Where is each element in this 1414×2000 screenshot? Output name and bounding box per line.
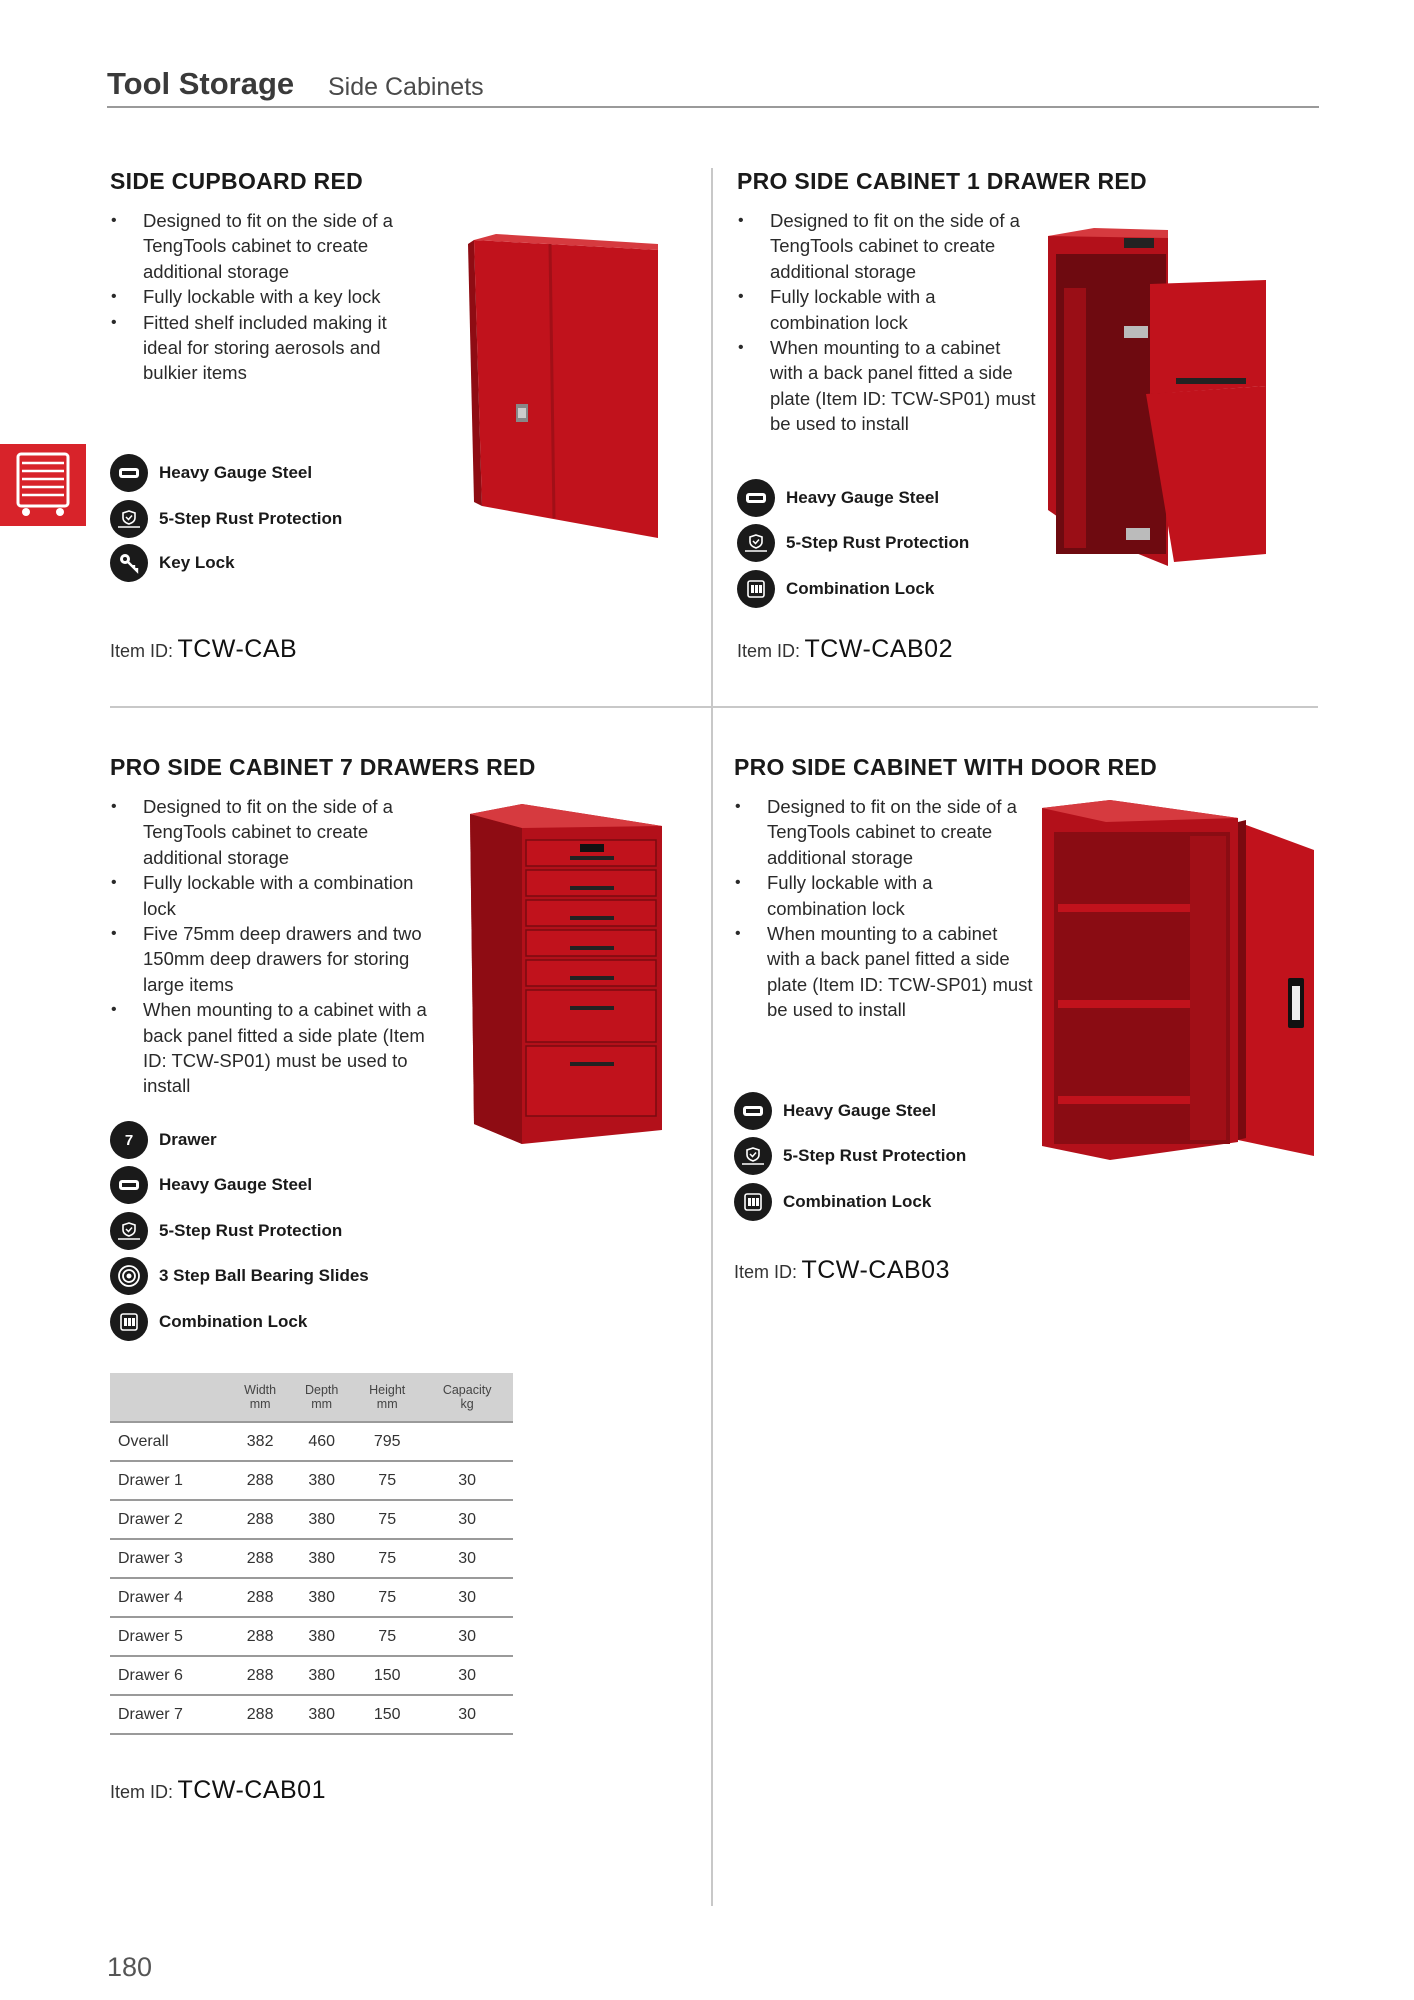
bullet-item: • Fitted shelf included making it ideal for storing aerosols and bulkier items — [110, 310, 430, 386]
product-title: PRO SIDE CABINET WITH DOOR RED — [734, 754, 1158, 780]
page-subtitle: Side Cabinets — [328, 73, 484, 101]
row-label: Overall — [110, 1422, 230, 1461]
steel-icon — [734, 1092, 772, 1130]
table-row — [110, 1656, 513, 1695]
cell-height: 75 — [353, 1539, 421, 1578]
item-id-value: TCW-CAB02 — [804, 635, 953, 663]
rust-protection-icon — [110, 500, 148, 538]
bullet-item: • Designed to fit on the side of a TengTools cabinet to create additional storage — [110, 208, 430, 284]
item-id-value: TCW-CAB — [177, 635, 298, 663]
cell-width: 288 — [230, 1695, 290, 1734]
header-blank — [110, 1373, 230, 1422]
item-id-label: Item ID: — [737, 641, 801, 661]
bullet-item: • Designed to fit on the side of a TengTools cabinet to create additional storage — [734, 794, 1034, 870]
bullet-item: • Designed to fit on the side of a TengTools cabinet to create additional storage — [737, 208, 1037, 284]
cell-height: 75 — [353, 1578, 421, 1617]
feature-combination-lock — [734, 1183, 1054, 1223]
cell-depth: 380 — [290, 1695, 353, 1734]
key-icon — [110, 544, 148, 582]
bullet-item: • Fully lockable with a key lock — [110, 284, 430, 309]
feature-rust — [737, 524, 1057, 564]
feature-ball-bearing — [110, 1257, 430, 1297]
header-line: Height — [369, 1383, 406, 1397]
feature-label: Heavy Gauge Steel — [159, 463, 313, 482]
product-title: SIDE CUPBOARD RED — [110, 168, 364, 194]
feature-rust — [734, 1137, 1054, 1177]
page-title: Tool Storage — [107, 66, 295, 101]
rust-protection-icon — [734, 1137, 772, 1175]
bullet-item: • Designed to fit on the side of a TengTools cabinet to create additional storage — [110, 794, 440, 870]
rust-protection-icon — [110, 1212, 148, 1250]
feature-steel — [737, 479, 1057, 519]
pro-side-cabinet-7-drawers-image — [470, 804, 666, 1148]
cell-capacity: 30 — [421, 1695, 513, 1734]
feature-bullets — [110, 794, 440, 1099]
page-header — [107, 64, 1319, 108]
item-id-label: Item ID: — [110, 641, 174, 661]
feature-label: Heavy Gauge Steel — [786, 488, 940, 507]
row-label: Drawer 4 — [110, 1578, 230, 1617]
side-cupboard-image — [462, 232, 662, 546]
item-id — [734, 1256, 950, 1285]
cell-width: 288 — [230, 1617, 290, 1656]
tool-cabinet-icon — [16, 452, 70, 518]
cell-height: 150 — [353, 1656, 421, 1695]
cell-width: 382 — [230, 1422, 290, 1461]
combination-lock-icon — [110, 1303, 148, 1341]
item-id-value: TCW-CAB03 — [801, 1256, 950, 1284]
header-capacity — [421, 1373, 513, 1422]
cell-capacity: 30 — [421, 1461, 513, 1500]
feature-label: 5-Step Rust Protection — [783, 1146, 967, 1165]
feature-rust — [110, 500, 430, 540]
feature-label: Drawer — [159, 1130, 217, 1149]
feature-label: Key Lock — [159, 553, 235, 572]
dimensions-table — [110, 1373, 513, 1735]
row-label: Drawer 5 — [110, 1617, 230, 1656]
bullet-item: • When mounting to a cabinet with a back panel fitted a side plate (Item ID: TCW-SP01) must be used to install — [734, 921, 1034, 1023]
steel-icon — [737, 479, 775, 517]
feature-label: 3 Step Ball Bearing Slides — [159, 1266, 369, 1285]
rust-protection-icon — [737, 524, 775, 562]
product-pro-side-cabinet-7-drawers — [110, 754, 536, 1099]
row-label: Drawer 6 — [110, 1656, 230, 1695]
feature-steel — [110, 1166, 430, 1206]
feature-combination-lock — [110, 1303, 430, 1343]
column-divider — [711, 168, 713, 1906]
page-number: 180 — [107, 1952, 153, 1982]
row-label: Drawer 7 — [110, 1695, 230, 1734]
table-row — [110, 1695, 513, 1734]
table-row — [110, 1539, 513, 1578]
feature-label: Combination Lock — [786, 579, 935, 598]
cell-height: 75 — [353, 1500, 421, 1539]
bullet-item: • When mounting to a cabinet with a back panel fitted a side plate (Item ID: TCW-SP01) must be used to install — [110, 997, 440, 1099]
feature-label: Heavy Gauge Steel — [783, 1101, 937, 1120]
cell-depth: 380 — [290, 1656, 353, 1695]
feature-bullets — [734, 794, 1034, 1023]
cell-depth: 380 — [290, 1539, 353, 1578]
feature-label: 5-Step Rust Protection — [159, 1221, 343, 1240]
bullet-item: • When mounting to a cabinet with a back panel fitted a side plate (Item ID: TCW-SP01) must be used to install — [737, 335, 1037, 437]
feature-label: Combination Lock — [159, 1312, 308, 1331]
cell-width: 288 — [230, 1656, 290, 1695]
header-unit: mm — [311, 1397, 333, 1411]
row-label: Drawer 1 — [110, 1461, 230, 1500]
cell-depth: 460 — [290, 1422, 353, 1461]
product-pro-side-cabinet-with-door — [734, 754, 1158, 1023]
feature-label: Heavy Gauge Steel — [159, 1175, 313, 1194]
cell-height: 75 — [353, 1617, 421, 1656]
cell-depth: 380 — [290, 1461, 353, 1500]
feature-bullets — [110, 208, 430, 386]
cell-height: 75 — [353, 1461, 421, 1500]
header-line: Depth — [305, 1383, 339, 1397]
feature-steel — [734, 1092, 1054, 1132]
cell-width: 288 — [230, 1539, 290, 1578]
row-divider — [110, 706, 1318, 708]
cell-capacity: 30 — [421, 1500, 513, 1539]
pro-side-cabinet-1-drawer-image — [1044, 228, 1272, 566]
header-depth — [290, 1373, 353, 1422]
item-id — [110, 1776, 326, 1805]
cell-capacity: 30 — [421, 1578, 513, 1617]
feature-label: 5-Step Rust Protection — [159, 509, 343, 528]
header-height — [353, 1373, 421, 1422]
cell-width: 288 — [230, 1500, 290, 1539]
cell-height: 795 — [353, 1422, 421, 1461]
table-row — [110, 1422, 513, 1461]
pro-side-cabinet-with-door-image — [1040, 800, 1318, 1160]
drawer-count-icon: 7 — [110, 1121, 148, 1159]
header-unit: kg — [460, 1397, 474, 1411]
item-id-label: Item ID: — [110, 1782, 174, 1802]
product-title: PRO SIDE CABINET 7 DRAWERS RED — [110, 754, 536, 780]
cell-depth: 380 — [290, 1617, 353, 1656]
item-id-value: TCW-CAB01 — [177, 1776, 326, 1804]
cell-capacity — [421, 1422, 513, 1461]
cell-capacity: 30 — [421, 1617, 513, 1656]
steel-icon — [110, 454, 148, 492]
bullet-item: • Fully lockable with a combination lock — [737, 284, 1037, 335]
combination-lock-icon — [734, 1183, 772, 1221]
header-unit: mm — [249, 1397, 271, 1411]
row-label: Drawer 3 — [110, 1539, 230, 1578]
cell-width: 288 — [230, 1461, 290, 1500]
feature-rust — [110, 1212, 430, 1252]
bullet-item: • Fully lockable with a combination lock — [734, 870, 1034, 921]
table-row — [110, 1617, 513, 1656]
feature-bullets — [737, 208, 1037, 437]
header-line: Width — [244, 1383, 277, 1397]
cell-height: 150 — [353, 1695, 421, 1734]
steel-icon — [110, 1166, 148, 1204]
product-pro-side-cabinet-1-drawer — [737, 168, 1147, 437]
cell-capacity: 30 — [421, 1656, 513, 1695]
feature-steel — [110, 454, 430, 494]
section-tab[interactable] — [0, 444, 86, 526]
row-label: Drawer 2 — [110, 1500, 230, 1539]
product-side-cupboard — [110, 168, 430, 386]
cell-depth: 380 — [290, 1500, 353, 1539]
header-line: Capacity — [442, 1383, 492, 1397]
item-id — [110, 635, 297, 664]
feature-key-lock — [110, 544, 430, 584]
feature-combination-lock — [737, 570, 1057, 610]
cell-capacity: 30 — [421, 1539, 513, 1578]
table-row — [110, 1578, 513, 1617]
feature-label: Combination Lock — [783, 1192, 932, 1211]
combination-lock-icon — [737, 570, 775, 608]
header-width — [230, 1373, 290, 1422]
bullet-item: • Fully lockable with a combination lock — [110, 870, 440, 921]
bullet-item: • Five 75mm deep drawers and two 150mm deep drawers for storing large items — [110, 921, 440, 997]
feature-drawer-count — [110, 1121, 430, 1161]
table-row — [110, 1500, 513, 1539]
feature-label: 5-Step Rust Protection — [786, 533, 970, 552]
item-id — [737, 635, 953, 664]
table-header-row — [110, 1373, 513, 1422]
cell-width: 288 — [230, 1578, 290, 1617]
cell-depth: 380 — [290, 1578, 353, 1617]
product-title: PRO SIDE CABINET 1 DRAWER RED — [737, 168, 1147, 194]
header-unit: mm — [376, 1397, 398, 1411]
item-id-label: Item ID: — [734, 1262, 798, 1282]
table-row — [110, 1461, 513, 1500]
ball-bearing-icon — [110, 1257, 148, 1295]
